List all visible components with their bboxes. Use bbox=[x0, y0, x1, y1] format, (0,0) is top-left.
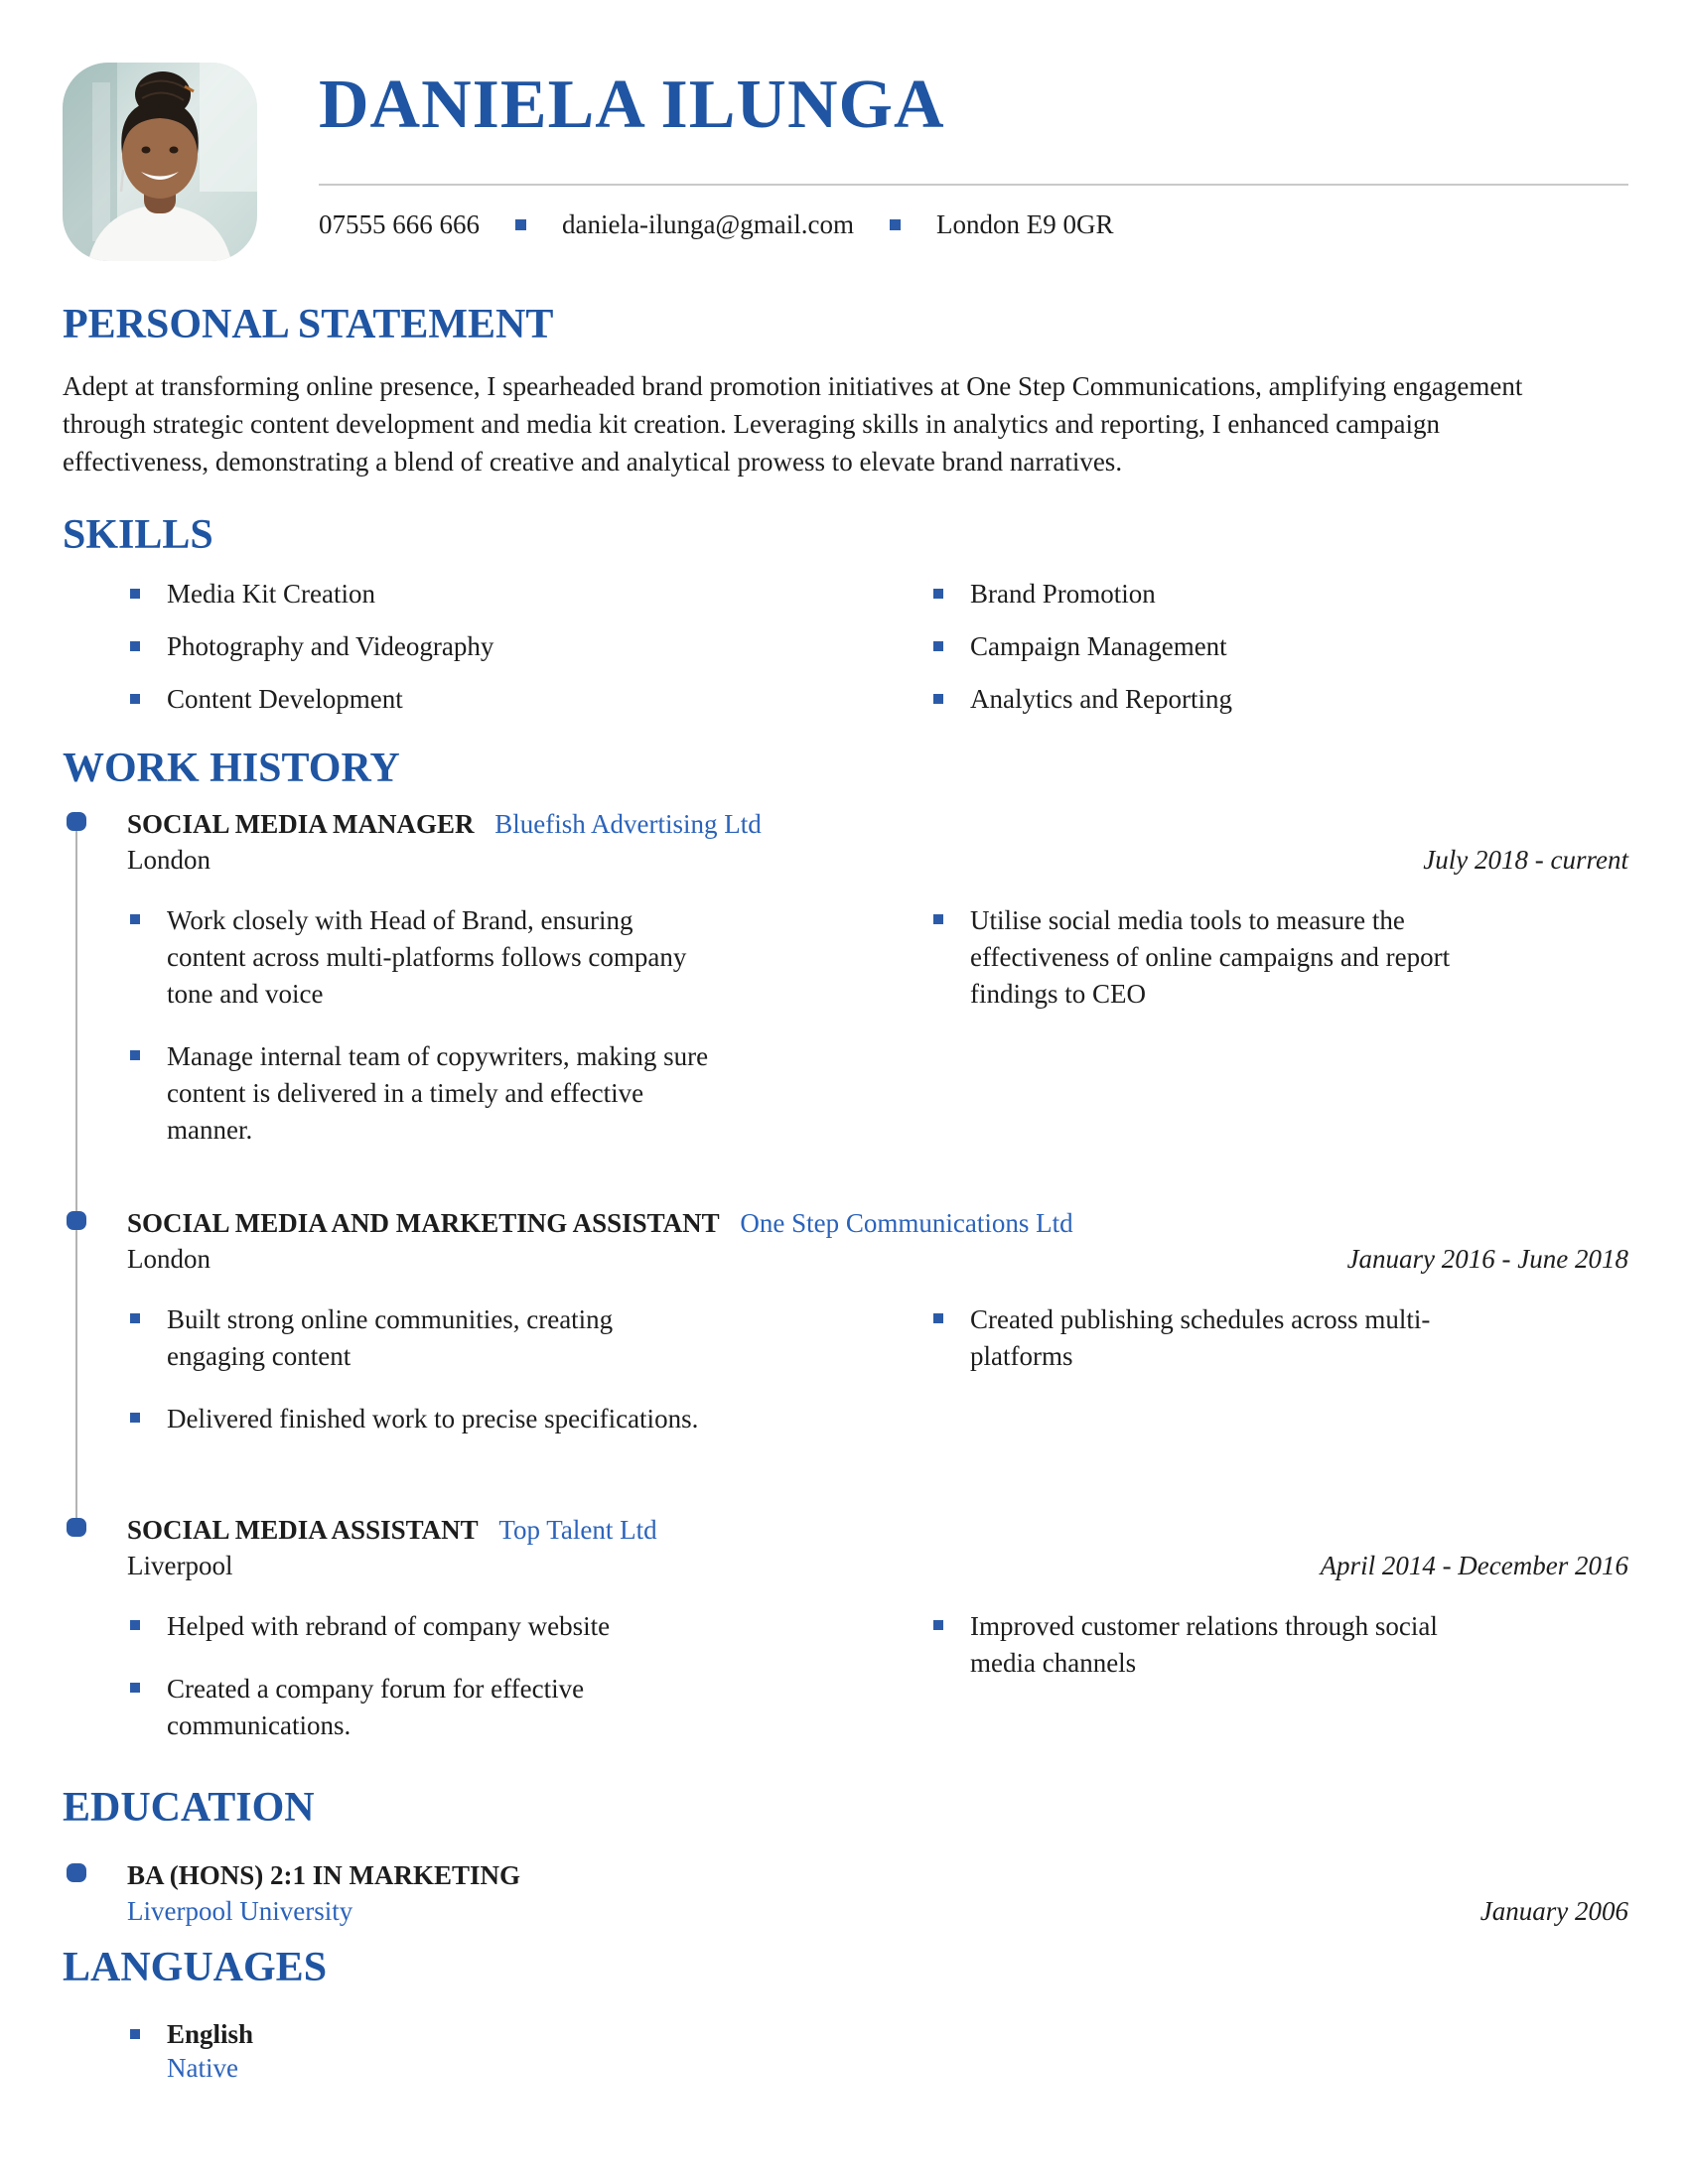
job-bullet bbox=[930, 1608, 1628, 1682]
job-bullet-text: Utilise social media tools to measure the effectiveness of online campaigns and report findings to CEO bbox=[970, 905, 1451, 1010]
job-bullet bbox=[930, 1301, 1628, 1375]
timeline-line bbox=[75, 823, 77, 1218]
education-date: January 2006 bbox=[1479, 1895, 1628, 1926]
job-bullet-text: Work closely with Head of Brand, ensuring content across multi-platforms follows company tone and voice bbox=[167, 905, 687, 1010]
job-bullet-text: Improved customer relations through social media channels bbox=[970, 1611, 1438, 1679]
job-dates: January 2016 - June 2018 bbox=[1346, 1244, 1628, 1275]
contact-row bbox=[319, 207, 1628, 241]
bullet-square-icon bbox=[130, 641, 140, 651]
job-bullet bbox=[930, 902, 1628, 1013]
skill-item bbox=[127, 579, 711, 610]
profile-photo bbox=[63, 63, 257, 261]
timeline-marker-icon bbox=[67, 812, 86, 831]
skill-item bbox=[930, 631, 1628, 662]
job-meta-line bbox=[127, 843, 1628, 877]
bullet-square-icon bbox=[130, 914, 140, 924]
timeline-marker-icon bbox=[67, 1518, 86, 1537]
timeline-marker-icon bbox=[67, 1211, 86, 1230]
job-company: Bluefish Advertising Ltd bbox=[494, 809, 762, 840]
job-dates: July 2018 - current bbox=[1423, 845, 1628, 876]
work-history-list bbox=[63, 807, 1628, 1744]
bullet-square-icon bbox=[130, 1313, 140, 1323]
bullet-square-icon bbox=[933, 641, 943, 651]
job-role-line bbox=[127, 807, 1628, 841]
job-location: London bbox=[127, 1244, 211, 1275]
job-bullet-text: Created publishing schedules across multi-platforms bbox=[970, 1304, 1431, 1372]
job-bullet bbox=[127, 1608, 711, 1645]
job-bullets-left bbox=[127, 1608, 711, 1744]
language-level: Native bbox=[167, 2052, 238, 2083]
header-divider bbox=[319, 184, 1628, 186]
job-company: One Step Communications Ltd bbox=[740, 1208, 1073, 1239]
job-dates: April 2014 - December 2016 bbox=[1320, 1551, 1628, 1581]
square-separator-icon bbox=[515, 219, 526, 230]
bullet-square-icon bbox=[933, 1313, 943, 1323]
job-bullet bbox=[127, 1301, 711, 1375]
job-bullet-columns bbox=[127, 902, 1628, 1149]
header bbox=[63, 63, 1628, 261]
job-meta-line bbox=[127, 1549, 1628, 1582]
skills-grid bbox=[127, 579, 1628, 715]
bullet-square-icon bbox=[933, 1620, 943, 1630]
personal-statement-text: Adept at transforming online presence, I spearheaded brand promotion initiatives at One Step Communications, amplifying engagement through strategic content development and media kit creation. Leveraging skills in analytics and reporting, I enhanced campaign effectiveness, demonstrating a blend of creative and analytical prowess to elevate brand narratives. bbox=[63, 371, 1523, 477]
contact-email: daniela-ilunga@gmail.com bbox=[562, 209, 855, 239]
bullet-square-icon bbox=[933, 694, 943, 704]
education-degree-line bbox=[127, 1858, 1628, 1892]
skill-label: Media Kit Creation bbox=[167, 578, 375, 609]
job-meta-line bbox=[127, 1242, 1628, 1276]
contact-phone: 07555 666 666 bbox=[319, 209, 480, 239]
job-bullet-text: Helped with rebrand of company website bbox=[167, 1611, 611, 1642]
job-entry bbox=[63, 1513, 1628, 1744]
skill-label: Content Development bbox=[167, 683, 403, 714]
job-bullet-text: Created a company forum for effective communications. bbox=[167, 1674, 585, 1741]
skill-item bbox=[127, 631, 711, 662]
job-location: Liverpool bbox=[127, 1551, 233, 1581]
header-text-block bbox=[319, 63, 1628, 261]
job-bullet bbox=[127, 1671, 711, 1744]
section-title-work-history: WORK HISTORY bbox=[63, 745, 400, 791]
job-role-line bbox=[127, 1206, 1628, 1240]
bullet-square-icon bbox=[933, 589, 943, 599]
section-title-education: EDUCATION bbox=[63, 1785, 315, 1832]
education-school: Liverpool University bbox=[127, 1895, 353, 1926]
job-bullets-left bbox=[127, 1301, 711, 1437]
bullet-square-icon bbox=[130, 589, 140, 599]
section-title-personal-statement: PERSONAL STATEMENT bbox=[63, 302, 554, 347]
language-text-block bbox=[167, 2017, 253, 2085]
skill-item bbox=[930, 579, 1628, 610]
education-meta-line bbox=[127, 1894, 1628, 1928]
job-bullets-right bbox=[930, 1608, 1628, 1744]
language-name: English bbox=[167, 2018, 254, 2049]
skills-column-left bbox=[127, 579, 711, 715]
language-item bbox=[127, 2017, 1628, 2085]
skills-column-right bbox=[930, 579, 1628, 715]
skill-label: Analytics and Reporting bbox=[970, 683, 1232, 714]
job-company: Top Talent Ltd bbox=[498, 1515, 657, 1546]
job-entry bbox=[63, 1206, 1628, 1513]
skill-label: Photography and Videography bbox=[167, 630, 494, 661]
bullet-square-icon bbox=[130, 694, 140, 704]
bullet-square-icon bbox=[130, 1050, 140, 1060]
skill-label: Brand Promotion bbox=[970, 578, 1156, 609]
job-bullets-right bbox=[930, 902, 1628, 1149]
timeline-marker-icon bbox=[67, 1863, 86, 1882]
job-bullets-left bbox=[127, 902, 711, 1149]
job-role: SOCIAL MEDIA ASSISTANT bbox=[127, 1515, 479, 1546]
bullet-square-icon bbox=[130, 1413, 140, 1423]
job-location: London bbox=[127, 845, 211, 876]
job-bullet-columns bbox=[127, 1608, 1628, 1744]
bullet-square-icon bbox=[933, 914, 943, 924]
timeline-line bbox=[75, 1222, 77, 1525]
job-bullet bbox=[127, 1038, 711, 1149]
skill-item bbox=[930, 684, 1628, 715]
job-role: SOCIAL MEDIA MANAGER bbox=[127, 809, 475, 840]
bullet-square-icon bbox=[130, 1620, 140, 1630]
education-entry bbox=[63, 1858, 1628, 1928]
job-bullet bbox=[127, 902, 711, 1013]
job-bullet-text: Delivered finished work to precise specifications. bbox=[167, 1404, 699, 1434]
skill-item bbox=[127, 684, 711, 715]
education-degree: BA (HONS) 2:1 IN MARKETING bbox=[127, 1859, 521, 1890]
languages-list bbox=[127, 2017, 1628, 2085]
bullet-square-icon bbox=[130, 2029, 140, 2039]
job-role: SOCIAL MEDIA AND MARKETING ASSISTANT bbox=[127, 1208, 720, 1239]
profile-photo-illustration bbox=[63, 63, 257, 261]
bullet-square-icon bbox=[130, 1683, 140, 1693]
section-title-skills: SKILLS bbox=[63, 511, 213, 558]
job-role-line bbox=[127, 1513, 1628, 1547]
job-entry bbox=[63, 807, 1628, 1206]
section-title-languages: LANGUAGES bbox=[63, 1944, 328, 1990]
job-bullet bbox=[127, 1401, 711, 1437]
job-bullet-text: Manage internal team of copywriters, making sure content is delivered in a timely and effective manner. bbox=[167, 1041, 709, 1146]
contact-location: London E9 0GR bbox=[936, 209, 1114, 239]
skill-label: Campaign Management bbox=[970, 630, 1227, 661]
job-bullet-columns bbox=[127, 1301, 1628, 1437]
job-bullets-right bbox=[930, 1301, 1628, 1437]
square-separator-icon bbox=[890, 219, 901, 230]
candidate-name: DANIELA ILUNGA bbox=[319, 67, 945, 143]
job-bullet-text: Built strong online communities, creating engaging content bbox=[167, 1304, 614, 1372]
